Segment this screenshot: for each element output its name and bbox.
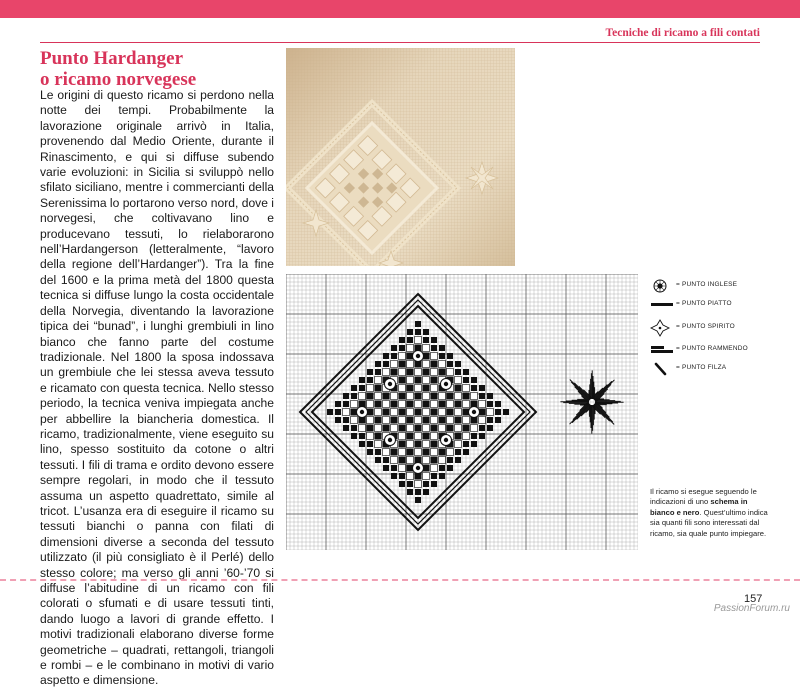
chart-open-square [415,401,422,408]
chart-satin-block [503,409,509,415]
chart-satin-block [431,473,437,479]
chart-punto-inglese-center [388,382,392,386]
chart-open-square [423,425,430,432]
chart-punto-inglese-center [388,438,392,442]
chart-satin-block [375,417,382,424]
legend-label: = PUNTO SPIRITO [676,323,735,330]
chart-open-square [423,457,430,464]
chart-satin-block [431,481,437,487]
chart-open-square [367,433,374,440]
chart-satin-block [415,425,422,432]
chart-open-square [407,345,414,352]
caption-text-end: . Quest’ultimo indica sia quanti fili sono interessati dal ricamo, sia quale punto impiegare. [650,507,768,538]
chart-open-square [463,417,470,424]
chart-satin-block [439,353,445,359]
chart-open-square [455,425,462,432]
chart-open-square [343,409,350,416]
chart-caption [650,487,768,539]
chart-open-square [399,433,406,440]
chart-satin-block [455,401,462,408]
chart-satin-block [431,337,437,343]
chart-satin-block [487,393,493,399]
chart-satin-block [423,417,430,424]
chart-satin-block [343,425,349,431]
chart-satin-block [407,369,414,376]
chart-satin-block [495,417,501,423]
chart-open-square [375,393,382,400]
chart-open-square [455,409,462,416]
chart-open-square [391,361,398,368]
chart-satin-block [407,481,413,487]
chart-satin-block [407,337,413,343]
chart-satin-block [351,393,357,399]
chart-satin-block [423,489,429,495]
chart-satin-block [423,337,429,343]
chart-satin-block [495,409,501,415]
chart-satin-block [455,385,462,392]
chart-satin-block [487,401,493,407]
legend-label: = PUNTO FILZA [676,364,727,371]
legend-label: = PUNTO RAMMENDO [676,345,748,352]
chart-satin-block [391,353,397,359]
chart-satin-block [471,433,477,439]
chart-satin-block [439,401,446,408]
chart-open-square [463,385,470,392]
chart-open-square [431,433,438,440]
chart-satin-block [375,369,381,375]
legend-label: = PUNTO PIATTO [676,300,732,307]
chart-satin-block [359,385,365,391]
chart-satin-block [431,409,438,416]
chart-satin-block [415,497,421,503]
chart-satin-block [399,425,406,432]
chart-open-square [359,393,366,400]
chart-satin-block [399,441,406,448]
chart-satin-block [399,393,406,400]
chart-satin-block [391,465,397,471]
chart-open-square [375,441,382,448]
chart-open-square [383,369,390,376]
chart-satin-block [439,417,446,424]
chart-satin-block [463,393,470,400]
chart-open-square [415,481,422,488]
chart-satin-block [375,457,381,463]
chart-satin-block [447,353,453,359]
chart-open-square [423,473,430,480]
chart-satin-block [407,401,414,408]
chart-satin-block [375,385,382,392]
chart-satin-block [479,385,485,391]
article-body: Le origini di questo ricamo si perdono nella notte dei tempi. Probabilmente la lavorazione originale arrivò in Italia, provenendo dal Medio Oriente, durante il Rinascimento, e qui si diffuse subendo varie evoluzioni: in Sicilia si sviluppò nello sfilato siciliano, mentre i commercianti della Serenissima lo portarono verso nord, dove i norvegesi, che coltivavano lino e producevano tessuti, lo rielaborarono nell’Hardangerson (letteralmente, “lavoro della regione dell’Hardanger”). Tra la fine del 1600 e la prima metà del 1800 questa tecnica si diffuse lungo la costa occidentale della Norvegia, diventando la lavorazione tipica dei “bunad”, i lunghi grembiuli in lino bianco che fanno parte del costume tradizionale. Nel 1800 la sposa indossava un grembiule che lei stessa aveva tessuto e ricamato con questa tecnica. Nello stesso periodo, la tecnica veniva impiegata anche per abbellire la biancheria domestica. Il ricamo, tradizionalmente, viene eseguito su lino, spesso sostituito da cotone o altri tessuti. I fili di trama e ordito devono essere sempre regolari, in modo che il tessuto assuma un aspetto quadrettato, simile al tricot. L’usanza era di eseguire il ricamo su tessuti bianchi o panna con filati di dimensioni diverse a seconda del tessuto utilizzato (il più consigliato è il Perlé) dello stesso colore; ma verso gli anni ’60-’70 si diffuse l’abitudine di un ricamo con fili colorati o sfumati e di usare tessuti tinti, dando luogo a lavori di grande effetto. I motivi tradizionali elaborano diverse forme geometriche – quadrati, rettangoli, triangoli e rombi – e le combinano in motivi di vario aspetto e dimensione. [40,88,274,688]
chart-satin-block [367,425,374,432]
chart-open-square [431,369,438,376]
chart-satin-block [463,377,469,383]
chart-satin-block [407,329,413,335]
chart-satin-block [367,441,373,447]
chart-satin-block [455,457,461,463]
chart-satin-block [455,433,462,440]
chart-satin-block [423,401,430,408]
chart-satin-block [495,401,501,407]
chart-open-square [407,457,414,464]
chart-satin-block [431,345,437,351]
chart-open-square [415,337,422,344]
chart-satin-block [407,385,414,392]
chart-satin-block [471,441,477,447]
watermark: PassionForum.ru [713,603,790,614]
caption-bold-text: schema in bianco e nero [650,497,748,517]
chart-open-square [431,449,438,456]
article-title-line2: o ricamo norvegese [40,69,197,90]
chart-open-square [367,401,374,408]
chart-satin-block [431,361,438,368]
chart-open-square [439,457,446,464]
chart-satin-block [407,489,413,495]
chart-satin-block [447,457,453,463]
chart-open-square [407,425,414,432]
caption-text: Il ricamo si esegue seguendo le indicazioni di uno [650,487,757,507]
chart-open-square [431,417,438,424]
chart-open-square [407,361,414,368]
chart-satin-block [423,329,429,335]
chart-open-square [383,449,390,456]
chart-satin-block [415,393,422,400]
chart-open-square [447,369,454,376]
chart-satin-block [455,449,461,455]
chart-open-square [431,353,438,360]
chart-punto-inglese-center [472,410,476,414]
section-title: Tecniche di ricamo a fili contati [605,27,760,39]
top-color-bar [0,0,800,18]
chart-open-square [399,449,406,456]
chart-open-square [391,393,398,400]
chart-open-square [463,433,470,440]
chart-open-square [383,401,390,408]
chart-open-square [407,393,414,400]
chart-satin-block [455,417,462,424]
chart-open-square [351,401,358,408]
chart-satin-block [479,433,485,439]
chart-satin-block [335,401,341,407]
chart-satin-block [415,329,421,335]
chart-open-square [367,417,374,424]
chart-open-square [391,425,398,432]
chart-satin-block [391,401,398,408]
chart-punto-inglese-center [360,410,364,414]
chart-open-square [479,417,486,424]
chart-open-square [439,393,446,400]
chart-satin-block [439,465,445,471]
chart-satin-block [351,385,357,391]
chart-open-square [423,441,430,448]
chart-satin-block [415,441,422,448]
chart-open-square [375,425,382,432]
chart-satin-block [407,417,414,424]
chart-open-square [367,385,374,392]
chart-satin-block [487,425,493,431]
chart-open-square [479,401,486,408]
chart-punto-inglese-center [416,466,420,470]
embroidery-photo-illustration [286,48,515,266]
chart-open-square [431,465,438,472]
chart-satin-block [375,433,382,440]
chart-satin-block [399,377,406,384]
chart-open-square [399,353,406,360]
chart-satin-block [415,409,422,416]
chart-satin-block [439,345,445,351]
chart-open-square [359,425,366,432]
chart-open-square [351,417,358,424]
chart-open-square [447,449,454,456]
chart-open-square [423,409,430,416]
chart-open-square [415,449,422,456]
chart-satin-block [439,449,446,456]
chart-satin-block [479,393,485,399]
chart-satin-block [359,441,365,447]
chart-satin-block [399,481,405,487]
chart-open-square [415,385,422,392]
chart-satin-block [359,377,365,383]
chart-satin-block [423,433,430,440]
chart-satin-block [383,465,389,471]
chart-open-square [415,417,422,424]
chart-open-square [455,441,462,448]
chart-open-square [439,425,446,432]
legend-item-punto-rammendo [650,343,780,357]
chart-open-square [407,441,414,448]
chart-satin-block [367,449,373,455]
chart-satin-block [423,449,430,456]
punto-piatto-icon [650,298,674,312]
punto-rammendo-icon [650,343,674,357]
chart-satin-block [431,377,438,384]
chart-satin-block [415,489,421,495]
chart-satin-block [447,409,454,416]
chart-satin-block [447,361,453,367]
chart-open-square [407,409,414,416]
punto-inglese-icon [650,279,674,293]
chart-open-square [431,401,438,408]
chart-satin-block [327,409,333,415]
chart-satin-block [487,417,493,423]
chart-satin-block [431,425,438,432]
chart-open-square [455,377,462,384]
legend-item-punto-piatto [650,298,780,312]
chart-punto-inglese-center [444,382,448,386]
legend-item-punto-filza [650,362,780,376]
chart-open-square [399,465,406,472]
chart-satin-block [415,321,421,327]
chart-satin-block [455,369,461,375]
chart-satin-block [383,361,389,367]
chart-satin-block [447,425,454,432]
chart-open-square [415,433,422,440]
chart-open-square [399,385,406,392]
chart-open-square [423,393,430,400]
chart-satin-block [375,361,381,367]
chart-satin-block [391,449,398,456]
chart-open-square [447,417,454,424]
chart-open-square [375,409,382,416]
chart-satin-block [471,377,477,383]
article-title-line1: Punto Hardanger [40,48,184,69]
chart-open-square [407,377,414,384]
chart-satin-block [383,393,390,400]
chart-satin-block [375,401,382,408]
chart-open-square [423,345,430,352]
chart-open-square [471,425,478,432]
chart-satin-block [351,425,357,431]
chart-open-square [383,417,390,424]
chart-satin-block [343,393,349,399]
stitch-chart-svg [286,274,638,550]
chart-satin-block [431,393,438,400]
chart-satin-block [399,409,406,416]
punto-spirito-icon [650,319,674,337]
chart-satin-block [391,417,398,424]
chart-open-square [423,377,430,384]
chart-open-square [391,409,398,416]
chart-open-square [399,417,406,424]
chart-satin-block [463,441,469,447]
page-number: 157 [744,593,763,605]
legend-label: = PUNTO INGLESE [676,281,738,288]
chart-satin-block [407,433,414,440]
chart-open-square [455,393,462,400]
chart-satin-block [343,401,349,407]
chart-open-square [439,361,446,368]
chart-satin-block [431,441,438,448]
chart-satin-block [479,425,485,431]
chart-satin-block [439,473,445,479]
chart-punto-inglese-center [444,438,448,442]
chart-satin-block [351,433,357,439]
chart-satin-block [463,369,469,375]
legend-item-punto-spirito [650,319,780,333]
chart-open-square [375,377,382,384]
chart-open-square [431,385,438,392]
chart-satin-block [375,449,381,455]
chart-satin-block [335,409,341,415]
chart-satin-block [399,345,405,351]
chart-open-square [423,361,430,368]
chart-open-square [439,409,446,416]
article-title [40,48,196,90]
chart-open-square [487,409,494,416]
chart-satin-block [463,425,470,432]
chart-satin-block [391,473,397,479]
chart-satin-block [391,345,397,351]
chart-satin-block [423,385,430,392]
chart-satin-block [423,369,430,376]
chart-satin-block [383,409,390,416]
chart-satin-block [447,465,453,471]
chart-satin-block [399,473,405,479]
legend-item-punto-inglese [650,279,780,293]
chart-open-square [391,457,398,464]
footer-dashed-rule [0,579,800,581]
chart-satin-block [399,361,406,368]
chart-open-square [447,401,454,408]
chart-satin-block [367,369,373,375]
chart-open-square [415,369,422,376]
chart-satin-block [447,393,454,400]
chart-satin-block [399,337,405,343]
chart-satin-block [335,417,341,423]
chart-satin-block [439,369,446,376]
chart-open-square [471,393,478,400]
chart-satin-block [455,361,461,367]
chart-satin-block [383,425,390,432]
stitch-chart [286,274,638,550]
chart-satin-block [343,417,349,423]
chart-satin-block [399,457,406,464]
header-rule [40,42,760,43]
chart-satin-block [359,433,365,439]
chart-satin-block [471,385,477,391]
chart-satin-block [367,393,374,400]
chart-satin-block [415,377,422,384]
chart-satin-block [391,369,398,376]
chart-punto-inglese-center [416,354,420,358]
chart-open-square [399,369,406,376]
chart-satin-block [463,449,469,455]
chart-satin-block [423,481,429,487]
chart-satin-block [367,377,373,383]
punto-filza-icon [650,362,674,376]
chart-satin-block [407,449,414,456]
chart-open-square [463,401,470,408]
chart-open-square [407,473,414,480]
chart-satin-block [383,457,389,463]
chart-satin-block [383,353,389,359]
chart-open-square [399,401,406,408]
embroidery-photo [286,48,515,266]
chart-satin-block [431,457,438,464]
